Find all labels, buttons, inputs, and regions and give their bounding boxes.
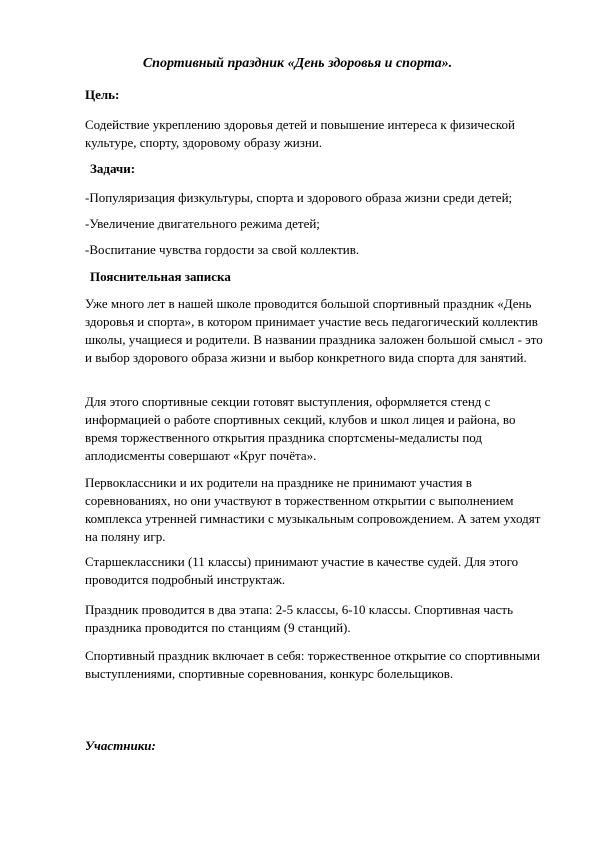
paragraph: Спортивный праздник включает в себя: торжественное открытие со спортивными выступлениями, спортивные соревнования, конкурс болельщиков. xyxy=(85,648,540,681)
task-item: -Воспитание чувства гордости за свой коллектив. xyxy=(85,242,360,257)
paragraph: Первоклассники и их родители на празднике не принимают участия в соревнованиях, но они участвуют в торжественном открытии с выполнением комплекса утренней гимнастики с музыкальным сопровождением. А затем уходят на поляну игр. xyxy=(85,475,541,544)
paragraph: Для этого спортивные секции готовят выступления, оформляется стенд с информацией о работе спортивных секций, клубов и школ лицея и района, во время торжественного открытия праздника спортсмены-медалисты под аплодисменты совершают «Круг почёта». xyxy=(85,394,516,463)
task-item: -Популяризация физкультуры, спорта и здорового образа жизни среди детей; xyxy=(85,190,513,205)
paragraph: Уже много лет в нашей школе проводится большой спортивный праздник «День здоровья и спорта», в котором принимает участие весь педагогический коллектив школы, учащиеся и родители. В названии праздника заложен большой смысл - это и выбор здорового образа жизни и выбор конкретного вида спорта для занятий. xyxy=(85,296,543,365)
document-title: Спортивный праздник «День здоровья и спорта». xyxy=(142,56,453,71)
paragraph: Праздник проводится в два этапа: 2-5 классы, 6-10 классы. Спортивная часть праздника проводится по станциям (9 станций). xyxy=(85,602,514,635)
goal-heading: Цель: xyxy=(85,87,120,102)
goal-text: Содействие укреплению здоровья детей и повышение интереса к физической культуре, спорту, здоровому образу жизни. xyxy=(85,117,515,150)
tasks-heading: Задачи: xyxy=(90,161,136,176)
task-item: -Увеличение двигательного режима детей; xyxy=(85,216,320,231)
participants-heading: Участники: xyxy=(85,738,156,753)
note-heading: Пояснительная записка xyxy=(90,269,231,284)
paragraph: Старшеклассники (11 классы) принимают участие в качестве судей. Для этого проводится подробный инструктаж. xyxy=(85,554,519,587)
